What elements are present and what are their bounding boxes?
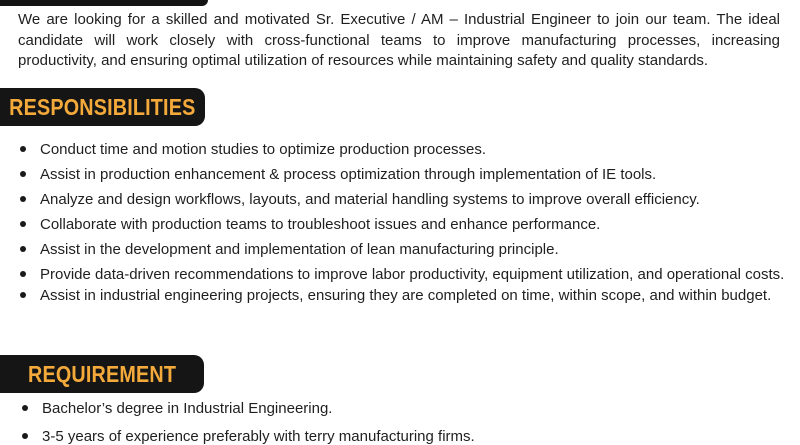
list-item: Collaborate with production teams to troubleshoot issues and enhance performance. [18,217,790,233]
requirement-header [0,355,204,393]
responsibilities-header [0,88,205,126]
job-intro-paragraph: We are looking for a skilled and motivated Sr. Executive / AM – Industrial Engineer to join our team. The ideal candidate will work closely with cross-functional teams to improve manufacturing processes, increasing productivity, and ensuring optimal utilization of resources while maintaining safety and quality standards. [18,11,780,69]
requirement-list [20,401,780,445]
bullet-icon [20,221,26,227]
list-item: Provide data-driven recommendations to improve labor productivity, equipment utilization, and operational costs. [18,267,790,283]
requirement-title: REQUIREMENT [27,360,177,387]
responsibilities-title: RESPONSIBILITIES [9,93,196,120]
list-item: Assist in the development and implementation of lean manufacturing principle. [18,242,790,258]
responsibilities-list [18,142,790,309]
bullet-icon [20,246,26,252]
list-item: Conduct time and motion studies to optimize production processes. [18,142,790,158]
bullet-icon [20,171,26,177]
bullet-icon [20,196,26,202]
list-item: Analyze and design workflows, layouts, and material handling systems to improve overall efficiency. [18,192,790,208]
list-item: Assist in production enhancement & process optimization through implementation of IE tools. [18,167,790,183]
top-header-bar [0,0,208,6]
bullet-icon [20,146,26,152]
list-item: 3-5 years of experience preferably with terry manufacturing firms. [20,429,780,445]
bullet-icon [22,433,28,439]
list-item: Assist in industrial engineering projects, ensuring they are completed on time, within scope, and within budget. [18,288,790,304]
bullet-icon [20,271,26,277]
bullet-icon [20,292,26,298]
bullet-icon [22,405,28,411]
list-item: Bachelor’s degree in Industrial Engineering. [20,401,780,417]
